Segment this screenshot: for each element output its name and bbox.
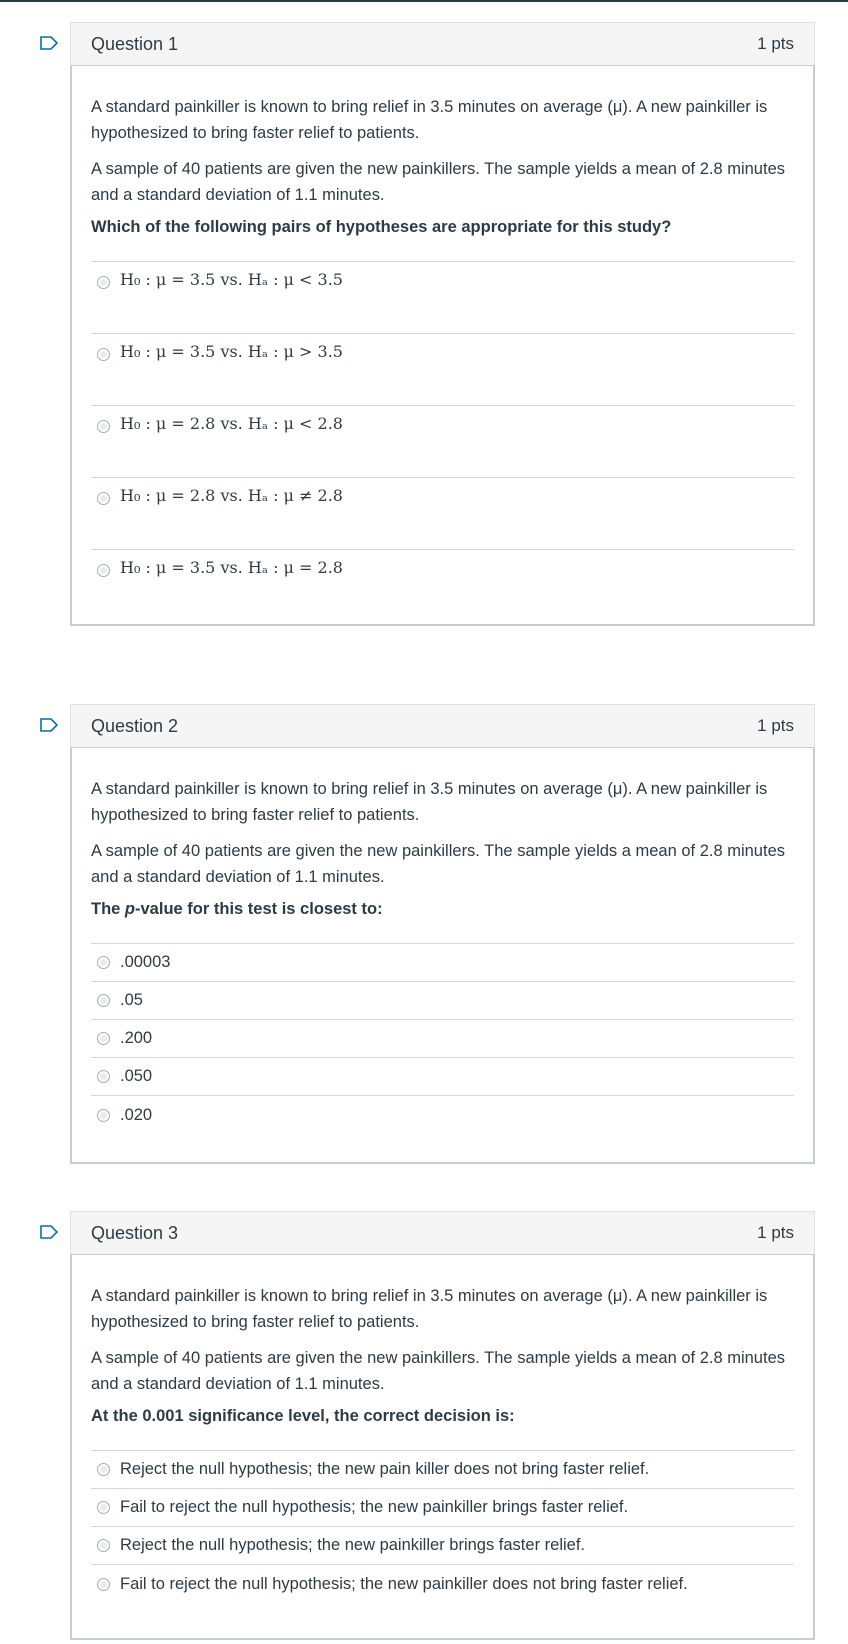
question-body (70, 1255, 815, 1640)
answer-option[interactable] (91, 982, 794, 1020)
answer-option[interactable] (91, 262, 794, 334)
radio-button[interactable] (97, 420, 110, 433)
answer-label: H₀ : μ = 2.8 vs. Hₐ : μ < 2.8 (120, 414, 343, 433)
question-prompt: Which of the following pairs of hypotheses are appropriate for this study? (91, 218, 672, 236)
answer-label: H₀ : μ = 3.5 vs. Hₐ : μ > 3.5 (120, 342, 343, 361)
question-points: 1 pts (757, 34, 794, 53)
answer-label: H₀ : μ = 3.5 vs. Hₐ : μ < 3.5 (120, 270, 343, 289)
answer-label: Fail to reject the null hypothesis; the new painkiller brings faster relief. (120, 1498, 629, 1516)
answer-label: Fail to reject the null hypothesis; the new painkiller does not bring faster relief. (120, 1574, 688, 1593)
question-body (70, 66, 815, 626)
answer-label: H₀ : μ = 3.5 vs. Hₐ : μ = 2.8 (120, 558, 343, 577)
radio-button[interactable] (97, 492, 110, 505)
answer-option[interactable] (91, 478, 794, 550)
answer-option[interactable] (91, 1527, 794, 1565)
question-points: 1 pts (757, 1223, 794, 1242)
question-1 (70, 22, 815, 626)
answer-option[interactable] (91, 1451, 794, 1489)
answer-label: Reject the null hypothesis; the new painkiller brings faster relief. (120, 1536, 585, 1554)
answer-option[interactable] (91, 334, 794, 406)
answer-label: .00003 (120, 953, 171, 971)
question-header (70, 1211, 815, 1255)
radio-button[interactable] (97, 276, 110, 289)
question-text: A sample of 40 patients are given the new painkillers. The sample yields a mean of 2.8 minutes and a standard deviation of 1.1 minutes. (91, 1349, 785, 1393)
answer-option[interactable] (91, 550, 794, 622)
radio-button[interactable] (97, 1032, 110, 1045)
question-header (70, 704, 815, 748)
answer-label: .020 (120, 1105, 153, 1124)
answer-label: H₀ : μ = 2.8 vs. Hₐ : μ ≠ 2.8 (120, 486, 343, 505)
question-prompt: At the 0.001 significance level, the correct decision is: (91, 1407, 515, 1425)
question-title: Question 3 (91, 1222, 179, 1243)
question-prompt: The p-value for this test is closest to: (91, 900, 383, 918)
question-title: Question 2 (91, 715, 179, 736)
answer-option[interactable] (91, 1489, 794, 1527)
radio-button[interactable] (97, 1463, 110, 1476)
answer-option[interactable] (91, 1020, 794, 1058)
radio-button[interactable] (97, 1109, 110, 1122)
radio-button[interactable] (97, 1070, 110, 1083)
question-body (70, 748, 815, 1164)
answer-list (91, 1450, 794, 1603)
radio-button[interactable] (97, 348, 110, 361)
radio-button[interactable] (97, 564, 110, 577)
answer-list (91, 261, 794, 622)
question-text: A standard painkiller is known to bring relief in 3.5 minutes on average (μ). A new painkiller is hypothesized to bring faster relief to patients. (91, 1287, 768, 1331)
bookmark-flag-icon[interactable] (40, 1225, 58, 1239)
answer-label: .05 (120, 991, 143, 1009)
answer-option[interactable] (91, 944, 794, 982)
bookmark-flag-icon[interactable] (40, 718, 58, 732)
answer-option[interactable] (91, 406, 794, 478)
top-divider (0, 0, 848, 2)
radio-button[interactable] (97, 956, 110, 969)
question-text: A standard painkiller is known to bring relief in 3.5 minutes on average (μ). A new painkiller is hypothesized to bring faster relief to patients. (91, 98, 768, 142)
question-3 (70, 1211, 815, 1640)
question-points: 1 pts (757, 716, 794, 735)
answer-label: Reject the null hypothesis; the new pain killer does not bring faster relief. (120, 1460, 650, 1478)
radio-button[interactable] (97, 1539, 110, 1552)
question-title: Question 1 (91, 33, 179, 54)
bookmark-flag-icon[interactable] (40, 36, 58, 50)
answer-option[interactable] (91, 1058, 794, 1096)
answer-label: .200 (120, 1029, 153, 1047)
question-header (70, 22, 815, 66)
answer-option[interactable] (91, 1096, 794, 1134)
answer-label: .050 (120, 1067, 153, 1085)
question-text: A standard painkiller is known to bring relief in 3.5 minutes on average (μ). A new painkiller is hypothesized to bring faster relief to patients. (91, 780, 768, 824)
question-text: A sample of 40 patients are given the new painkillers. The sample yields a mean of 2.8 minutes and a standard deviation of 1.1 minutes. (91, 160, 785, 204)
radio-button[interactable] (97, 1501, 110, 1514)
question-text: A sample of 40 patients are given the new painkillers. The sample yields a mean of 2.8 minutes and a standard deviation of 1.1 minutes. (91, 842, 785, 886)
radio-button[interactable] (97, 1578, 110, 1591)
radio-button[interactable] (97, 994, 110, 1007)
answer-list (91, 943, 794, 1134)
answer-option[interactable] (91, 1565, 794, 1603)
question-2 (70, 704, 815, 1164)
